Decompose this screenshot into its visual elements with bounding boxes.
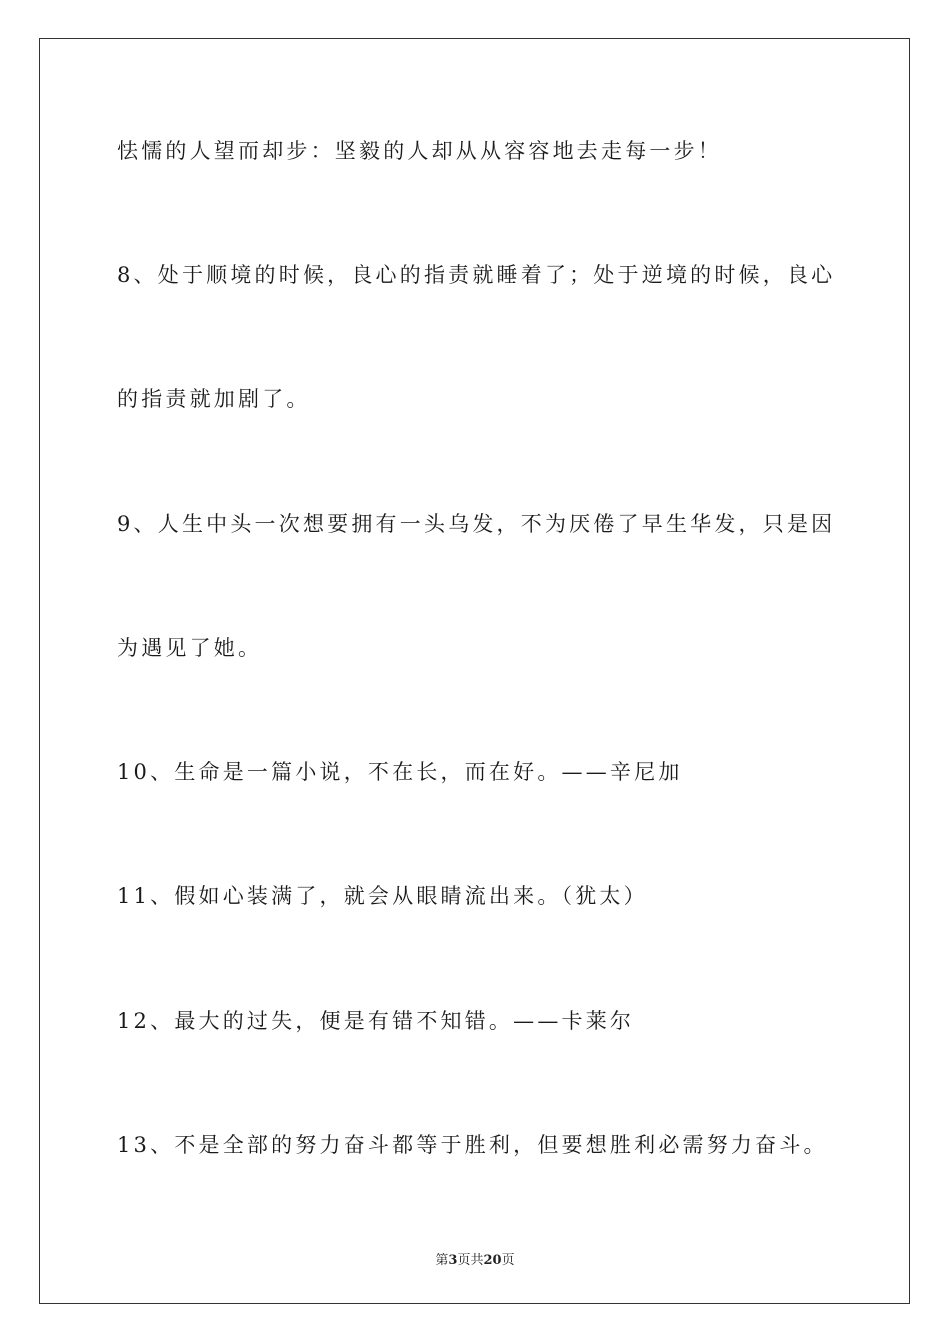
page-prefix: 第 bbox=[435, 1253, 449, 1268]
text-line: 11、假如心装满了，就会从眼睛流出来。（犹太） bbox=[117, 884, 648, 908]
page-footer bbox=[0, 1249, 950, 1268]
text-line: 13、不是全部的努力奋斗都等于胜利，但要想胜利必需努力奋斗。 bbox=[117, 1133, 828, 1157]
text-line: 9、人生中头一次想要拥有一头乌发，不为厌倦了早生华发，只是因 bbox=[117, 512, 836, 536]
text-line: 为遇见了她。 bbox=[117, 636, 263, 660]
page-border bbox=[39, 38, 910, 1304]
text-line: 10、生命是一篇小说，不在长，而在好。——辛尼加 bbox=[117, 760, 683, 784]
total-suffix: 页 bbox=[501, 1253, 515, 1268]
page-number: 3 bbox=[448, 1253, 458, 1268]
total-pages: 20 bbox=[483, 1253, 502, 1268]
text-line: 怯懦的人望而却步：坚毅的人却从从容容地去走每一步！ bbox=[117, 139, 722, 163]
text-line: 8、处于顺境的时候，良心的指责就睡着了；处于逆境的时候，良心 bbox=[117, 263, 836, 287]
page-suffix: 页 bbox=[457, 1253, 471, 1268]
text-line: 的指责就加剧了。 bbox=[117, 387, 311, 411]
text-line: 12、最大的过失，便是有错不知错。——卡莱尔 bbox=[117, 1009, 635, 1033]
total-prefix: 共 bbox=[470, 1253, 484, 1268]
